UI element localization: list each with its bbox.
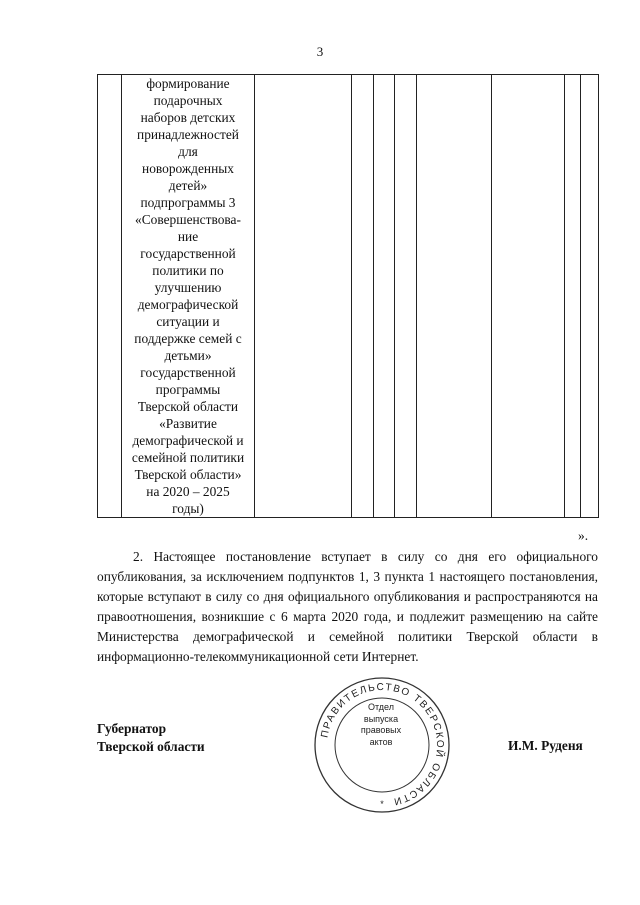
- cell-text-line: политики по: [152, 263, 224, 278]
- stamp-ring-text: ПРАВИТЕЛЬСТВО ТВЕРСКОЙ ОБЛАСТИ: [319, 681, 446, 807]
- cell-text-line: семейной политики: [131, 450, 245, 465]
- signatory-title: [97, 720, 205, 756]
- page-number: 3: [316, 44, 324, 59]
- cell-text-line: ситуации и: [156, 314, 220, 329]
- table-cell-empty: [581, 75, 599, 518]
- signatory-name: И.М. Руденя: [508, 738, 583, 753]
- cell-text-line: демографической: [137, 297, 239, 312]
- cell-text-line: государственной: [140, 246, 236, 261]
- cell-text-line: детьми»: [164, 348, 212, 363]
- cell-text-line: «Развитие: [159, 416, 217, 431]
- stamp-star-icon: *: [380, 799, 384, 809]
- table-cell-empty: [98, 75, 122, 518]
- stamp-line1: Отдел: [367, 702, 395, 712]
- cell-text-line: «Совершенствова-: [135, 212, 241, 227]
- cell-text-line: наборов детских: [140, 110, 236, 125]
- table-row: [98, 75, 599, 518]
- cell-text-line: ние: [177, 229, 199, 244]
- cell-text-line: детей»: [168, 178, 208, 193]
- table-cell-empty: [395, 75, 417, 518]
- closing-quote: ».: [578, 528, 589, 543]
- table-cell-empty: [417, 75, 492, 518]
- cell-text-line: принадлежностей: [137, 127, 239, 142]
- stamp-line3: правовых: [360, 725, 402, 735]
- table-cell-empty: [565, 75, 581, 518]
- cell-text-line: новорожденных: [142, 161, 234, 176]
- cell-text-line: подарочных: [153, 93, 223, 108]
- cell-text-line: улучшению: [154, 280, 222, 295]
- cell-text-line: государственной: [140, 365, 236, 380]
- table-cell-empty: [255, 75, 352, 518]
- table-cell-empty: [352, 75, 374, 518]
- table-cell-description: [122, 75, 255, 518]
- table-cell-empty: [374, 75, 395, 518]
- cell-text-line: подпрограммы 3: [140, 195, 236, 210]
- cell-text-line: программы: [155, 382, 221, 397]
- stamp-line4: актов: [369, 736, 393, 747]
- stamp-center-text: [341, 702, 421, 748]
- cell-text-line: формирование: [146, 76, 230, 91]
- signatory-title-line2: Тверской области: [97, 739, 205, 754]
- table-cell-empty: [492, 75, 565, 518]
- cell-text-line: демографической и: [132, 433, 244, 448]
- cell-text-line: Тверской области: [137, 399, 239, 414]
- continuation-table: [97, 74, 599, 518]
- cell-text-line: для: [178, 144, 198, 159]
- cell-text-line: Тверской области»: [134, 467, 242, 482]
- signatory-title-line1: Губернатор: [97, 721, 167, 736]
- stamp-line2: выпуска: [363, 713, 399, 724]
- cell-text-line: на 2020 – 2025: [146, 484, 230, 499]
- cell-text-line: поддержке семей с: [134, 331, 242, 346]
- body-paragraph: 2. Настоящее постановление вступает в силу со дня его официального опубликования, за исключением подпунктов 1, 3 пункта 1 настоящего постановления, которые вступают в силу со дня официального опубликования и распространяются на правоотношения, возникшие с 6 марта 2020 года, и подлежит размещению на сайте Министерства демографической и семейной политики Тверской области в информационно-телекоммуникационной сети Интернет.: [97, 549, 598, 664]
- cell-text-line: годы): [172, 501, 204, 516]
